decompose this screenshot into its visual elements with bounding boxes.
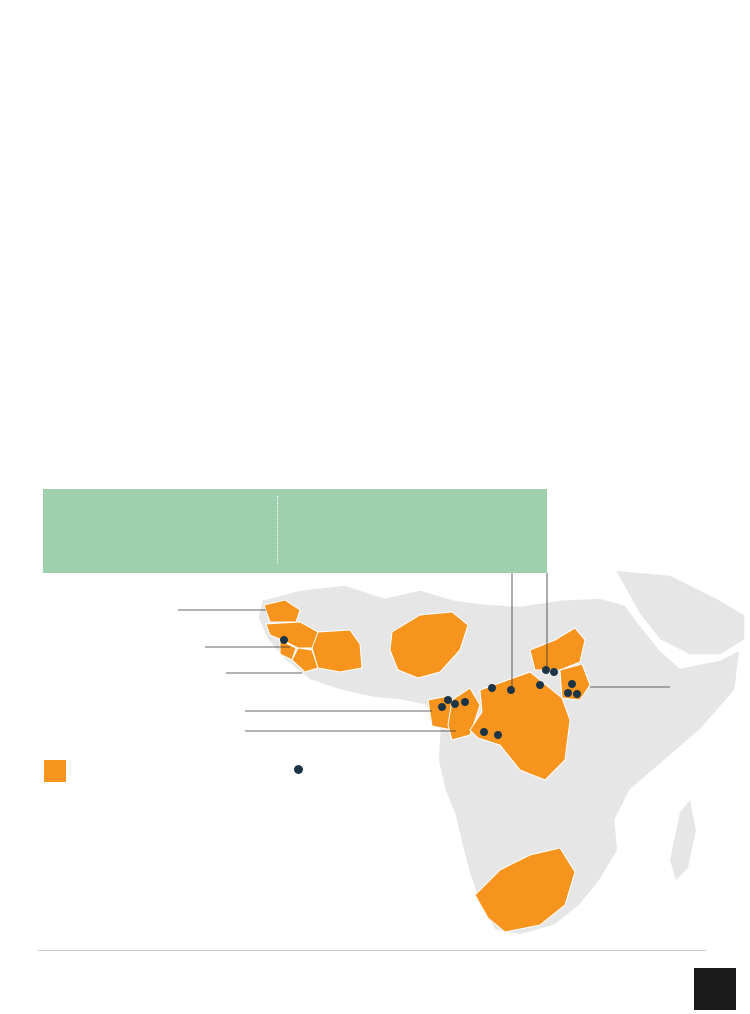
tass-logo [694, 968, 736, 1010]
africa-map [0, 570, 750, 950]
outbreak-dot [461, 698, 469, 706]
outbreak-dot [438, 703, 446, 711]
outbreak-dot [573, 690, 581, 698]
banner-divider [277, 496, 278, 564]
legend-affected-swatch [44, 760, 66, 782]
outbreak-dot [488, 684, 496, 692]
outbreak-dot [280, 636, 288, 644]
outbreak-dot [451, 700, 459, 708]
legend-outbreak-dot [294, 765, 303, 774]
africa-map-svg [0, 570, 750, 950]
madagascar-land [670, 800, 696, 880]
outbreak-dot [507, 686, 515, 694]
outbreak-dot [564, 689, 572, 697]
outbreak-chart [0, 0, 750, 480]
outbreak-chart-svg [0, 0, 750, 480]
outbreak-dot [444, 696, 452, 704]
outbreak-dot [550, 668, 558, 676]
outbreak-dot [536, 681, 544, 689]
history-banner [43, 489, 547, 573]
outbreak-dot [568, 680, 576, 688]
ivory-coast-shape [312, 630, 362, 672]
footer-divider [38, 950, 706, 951]
outbreak-dot [494, 731, 502, 739]
outbreak-dot [542, 666, 550, 674]
outbreak-dot [480, 728, 488, 736]
